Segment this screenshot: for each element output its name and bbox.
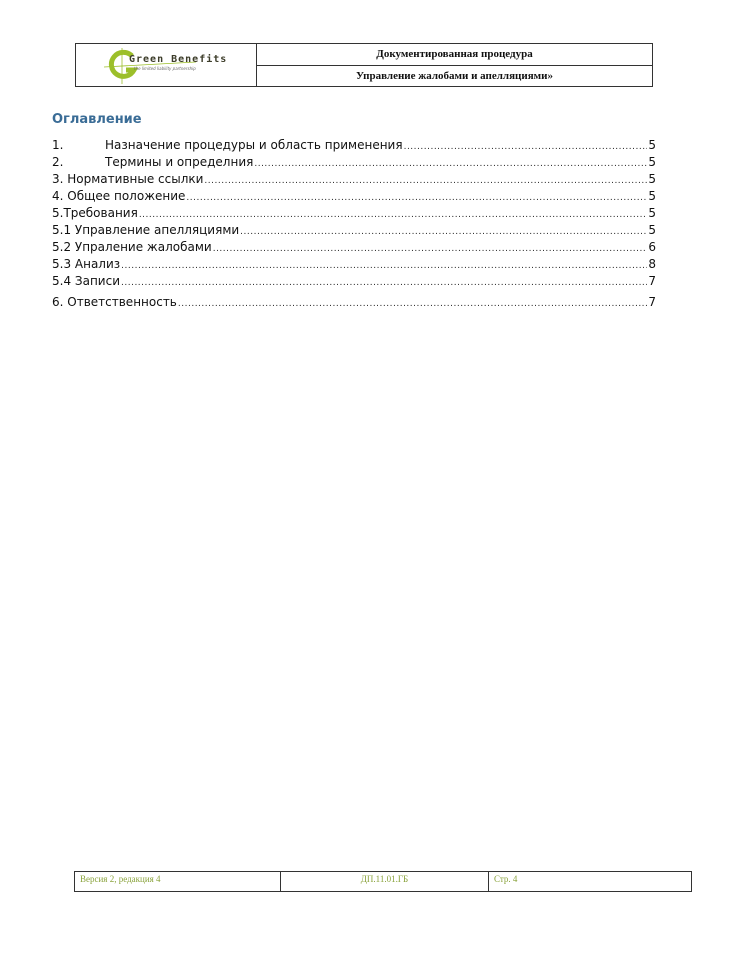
toc-leader: [121, 261, 647, 271]
toc-leader: [204, 176, 647, 186]
toc-entry[interactable]: [52, 155, 656, 172]
toc-entry[interactable]: [52, 295, 656, 312]
footer-document-code: ДП.11.01.ГБ: [281, 872, 489, 891]
toc-entry-title: 5.3 Анализ: [52, 257, 121, 271]
toc-entry[interactable]: [52, 172, 656, 189]
toc-entry[interactable]: [52, 274, 656, 291]
footer-page-number: Стр. 4: [494, 874, 518, 884]
toc-leader: [178, 299, 647, 309]
toc-entry-page: 5: [648, 223, 656, 237]
toc-entry-page: 6: [648, 240, 656, 254]
document-header: [75, 43, 653, 87]
toc-entry-number: 2.: [52, 155, 64, 169]
document-type-title: Документированная процедура: [376, 48, 533, 61]
toc-leader: [186, 193, 647, 203]
document-footer: [74, 871, 692, 892]
toc-leader: [121, 278, 647, 288]
toc-entry-page: 7: [648, 274, 656, 288]
toc-entry-title: 5.4 Записи: [52, 274, 120, 288]
toc-entry-title: 6. Ответственность: [52, 295, 177, 309]
logo-text: Green Benefits: [129, 54, 228, 65]
toc-entry-title: Назначение процедуры и область применения: [105, 138, 403, 152]
toc-entry[interactable]: [52, 223, 656, 240]
toc-leader: [240, 227, 647, 237]
toc-entry-page: 5: [648, 155, 656, 169]
document-name-title: Управление жалобами и апелляциями»: [257, 65, 652, 87]
toc-entry-title: 5.2 Упраление жалобами: [52, 240, 212, 254]
toc-entry-title: 5.1 Управление апелляциями: [52, 223, 240, 237]
toc-entry[interactable]: [52, 138, 656, 155]
header-title-cell: [257, 44, 652, 86]
toc-entry-page: 5: [648, 189, 656, 203]
toc-leader: [139, 210, 648, 220]
logo-subtitle: the limited liability partnership: [134, 66, 196, 71]
toc-entry-number: 1.: [52, 138, 64, 152]
footer-version: Версия 2, редакция 4: [75, 872, 281, 891]
toc-heading: Оглавление: [52, 112, 142, 127]
logo-emblem-icon: [76, 44, 256, 86]
table-of-contents: [52, 138, 656, 312]
toc-leader: [404, 142, 648, 152]
toc-entry-page: 8: [648, 257, 656, 271]
toc-entry[interactable]: [52, 189, 656, 206]
toc-entry-title: 3. Нормативные ссылки: [52, 172, 204, 186]
toc-entry-title: 5.Требования: [52, 206, 138, 220]
toc-entry-page: 5: [648, 206, 656, 220]
toc-entry-page: 5: [648, 172, 656, 186]
toc-entry-page: 5: [648, 138, 656, 152]
toc-entry-title: Термины и определния: [105, 155, 254, 169]
toc-entry[interactable]: [52, 240, 656, 257]
toc-entry-title: 4. Общее положение: [52, 189, 186, 203]
toc-leader: [213, 244, 648, 254]
toc-entry-page: 7: [648, 295, 656, 309]
logo: [76, 44, 257, 86]
toc-entry[interactable]: [52, 257, 656, 274]
toc-entry[interactable]: [52, 206, 656, 223]
toc-leader: [254, 159, 647, 169]
